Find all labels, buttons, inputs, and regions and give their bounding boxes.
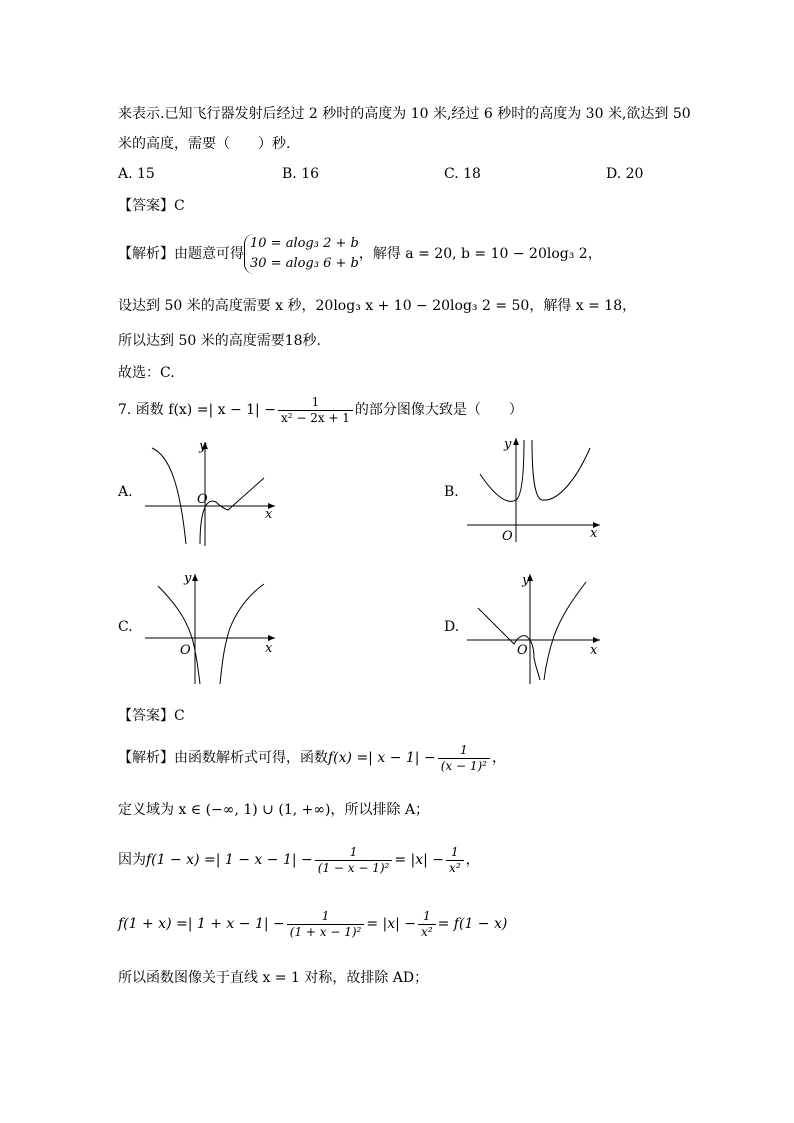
graph-a-curve-right — [200, 478, 264, 544]
option-a: A. 15 — [118, 166, 155, 182]
graph-c-label: C. — [118, 619, 133, 635]
problem6-step3: 所以达到 50 米的高度需要18秒. — [118, 333, 321, 349]
p7-analysis-expr: f(x) =| x − 1| − — [328, 750, 436, 766]
graph-c — [140, 568, 280, 686]
graph-a-y-label: y — [199, 439, 207, 454]
graph-a — [140, 436, 280, 548]
because-end: ， — [465, 852, 480, 868]
graph-b-label: B. — [444, 484, 459, 500]
graph-c-y-arrow — [192, 574, 198, 581]
graph-c-y-label: y — [184, 571, 192, 586]
graph-c-curve-right — [220, 584, 264, 684]
option-b: B. 16 — [282, 166, 320, 182]
graph-b-curve-right — [532, 440, 590, 500]
graph-d-y-label: y — [522, 573, 530, 588]
graph-d-origin: O — [517, 643, 528, 658]
because-frac2-den: x² — [449, 860, 461, 875]
graph-d-label: D. — [444, 619, 460, 635]
p7-analysis-end: ， — [491, 750, 506, 766]
because-fraction-2 — [446, 845, 464, 876]
because-frac2-num: 1 — [446, 845, 464, 861]
graph-a-origin: O — [197, 492, 208, 507]
problem7-analysis — [118, 740, 506, 776]
symmetry-line — [118, 906, 507, 942]
option-c: C. 18 — [444, 166, 481, 182]
sym-fraction-2 — [418, 909, 436, 940]
graph-c-origin: O — [180, 643, 191, 658]
graph-b-y-arrow — [513, 438, 519, 445]
graph-b-origin: O — [502, 529, 513, 544]
problem6-line2: 米的高度，需要（ ）秒. — [118, 136, 291, 152]
graph-d-curve-left — [478, 608, 540, 680]
because-expr: f(1 − x) =| 1 − x − 1| − — [146, 852, 313, 868]
p7-analysis-frac-den: (x − 1)² — [440, 758, 487, 773]
stem-suffix: 的部分图像大致是（ ） — [354, 402, 523, 418]
option-d: D. 20 — [606, 166, 644, 182]
equation-1: 10 = alog₃ 2 + b — [250, 236, 359, 251]
because-fraction — [315, 845, 393, 876]
equation-2: 30 = alog₃ 6 + b — [250, 256, 359, 271]
graph-b-curve-left — [480, 440, 524, 501]
sym-mid: = |x| − — [366, 916, 417, 932]
graph-a-curve-left — [152, 448, 186, 544]
stem-frac-den: x² − 2x + 1 — [280, 410, 350, 425]
because-line — [118, 842, 480, 878]
p7-analysis-prefix: 【解析】由函数解析式可得，函数 — [118, 750, 328, 766]
solve-text: ，解得 a = 20, b = 10 − 20log₃ 2， — [358, 246, 602, 262]
final-line: 所以函数图像关于直线 x = 1 对称，故排除 AD； — [118, 970, 429, 986]
graph-d — [462, 568, 604, 686]
sym-fraction — [287, 909, 365, 940]
graph-d-curve-right — [544, 582, 586, 680]
p7-analysis-fraction — [438, 743, 490, 774]
sym-expr: f(1 + x) =| 1 + x − 1| − — [118, 916, 285, 932]
problem7-stem — [118, 392, 523, 428]
analysis-prefix: 【解析】由题意可得 — [118, 246, 244, 262]
graph-b-x-label: x — [590, 526, 598, 541]
because-mid: = |x| − — [394, 852, 445, 868]
problem6-answer: 【答案】C — [118, 198, 185, 214]
because-frac-den: (1 − x − 1)² — [317, 860, 390, 875]
problem6-step2: 设达到 50 米的高度需要 x 秒，20log₃ x + 10 − 20log₃ 2 = 50，解得 x = 18， — [118, 298, 637, 314]
stem-prefix: 7. 函数 f(x) =| x − 1| − — [118, 402, 276, 418]
problem6-conclusion: 故选：C. — [118, 365, 175, 381]
equation-system — [244, 234, 359, 274]
problem6-line1: 来表示.已知飞行器发射后经过 2 秒时的高度为 10 米,经过 6 秒时的高度为 30 米,欲达到 50 — [118, 106, 691, 122]
because-frac-num: 1 — [315, 845, 393, 861]
stem-frac-num: 1 — [278, 395, 353, 411]
sym-end: = f(1 − x) — [437, 916, 508, 932]
graph-a-x-label: x — [265, 507, 273, 522]
problem7-answer: 【答案】C — [118, 708, 185, 724]
sym-frac2-den: x² — [421, 924, 433, 939]
graph-c-curve-left — [158, 586, 200, 684]
sym-frac-num: 1 — [287, 909, 365, 925]
domain-line: 定义域为 x ∈ (−∞, 1) ∪ (1, +∞)，所以排除 A； — [118, 802, 430, 818]
graph-d-x-label: x — [590, 643, 598, 658]
sym-frac-den: (1 + x − 1)² — [289, 924, 362, 939]
sym-frac2-num: 1 — [418, 909, 436, 925]
p7-analysis-frac-num: 1 — [438, 743, 490, 759]
problem6-analysis — [118, 232, 602, 276]
stem-fraction — [278, 395, 353, 426]
because-prefix: 因为 — [118, 852, 146, 868]
graph-b-y-label: y — [504, 437, 512, 452]
graph-c-x-label: x — [265, 641, 273, 656]
graph-a-label: A. — [118, 484, 133, 500]
graph-b — [462, 432, 604, 544]
